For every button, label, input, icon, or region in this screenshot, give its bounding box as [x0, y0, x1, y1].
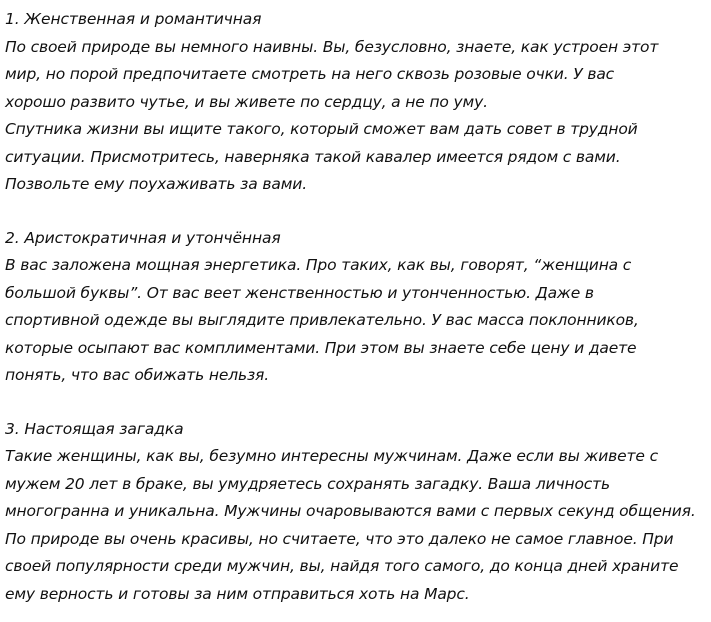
- paragraph-line: многогранна и уникальна. Мужчины очаровываются вами с первых секунд общения.: [5, 502, 696, 520]
- section-aristocratic: [5, 225, 707, 390]
- paragraph-line: ему верность и готовы за ним отправиться хоть на Марс.: [5, 584, 470, 603]
- paragraph-line: В вас заложена мощная энергетика. Про таких, как вы, говорят, “женщина с: [5, 256, 632, 274]
- paragraph-line: мир, но порой предпочитаете смотреть на него сквозь розовые очки. У вас: [5, 65, 615, 83]
- paragraph-line: мужем 20 лет в браке, вы умудряетесь сохранять загадку. Ваша личность: [5, 474, 611, 493]
- paragraph-line: Спутника жизни вы ищите такого, который сможет вам дать совет в трудной: [5, 120, 638, 138]
- article: [5, 6, 707, 608]
- paragraph-line: спортивной одежде вы выглядите привлекательно. У вас масса поклонников,: [5, 311, 639, 329]
- section-title: 3. Настоящая загадка: [5, 419, 184, 438]
- paragraph-line: своей популярности среди мужчин, вы, найдя того самого, до конца дней храните: [5, 557, 679, 575]
- paragraph-line: большой буквы”. От вас веет женственностью и утонченностью. Даже в: [5, 283, 594, 302]
- section-title: 2. Аристократичная и утончённая: [5, 228, 281, 247]
- section-title: 1. Женственная и романтичная: [5, 10, 262, 28]
- paragraph-line: Позвольте ему поухаживать за вами.: [5, 175, 307, 193]
- section-romantic: [5, 6, 707, 199]
- paragraph-line: понять, что вас обижать нельзя.: [5, 366, 269, 384]
- paragraph-line: По природе вы очень красивы, но считаете, что это далеко не самое главное. При: [5, 529, 674, 548]
- paragraph-line: По своей природе вы немного наивны. Вы, безусловно, знаете, как устроен этот: [5, 37, 659, 56]
- paragraph-line: которые осыпают вас комплиментами. При этом вы знаете себе цену и даете: [5, 338, 637, 357]
- paragraph-line: Такие женщины, как вы, безумно интересны мужчинам. Даже если вы живете с: [5, 447, 658, 465]
- paragraph-line: хорошо развито чутье, и вы живете по сердцу, а не по уму.: [5, 92, 488, 111]
- paragraph-line: ситуации. Присмотритесь, наверняка такой кавалер имеется рядом с вами.: [5, 147, 621, 166]
- section-mystery: [5, 416, 707, 609]
